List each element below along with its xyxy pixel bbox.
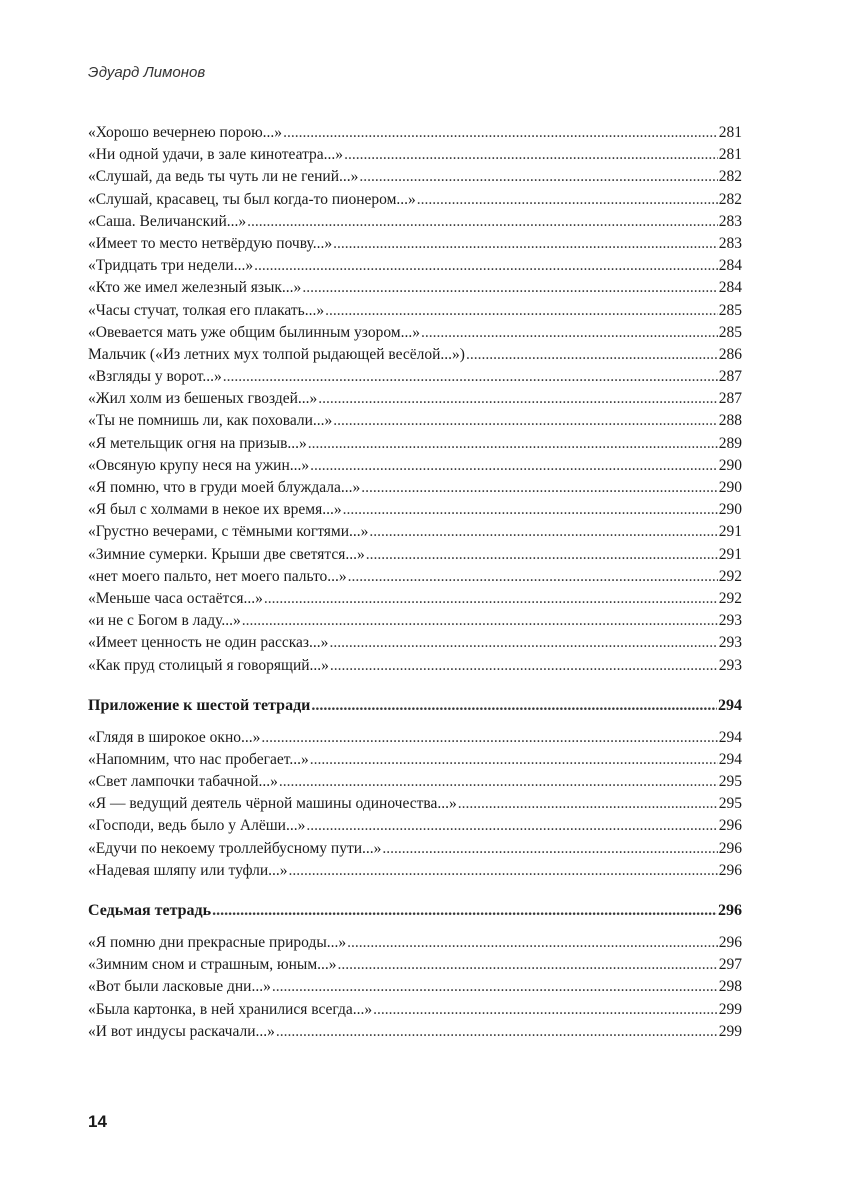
toc-entry	[88, 388, 742, 410]
dot-leader	[264, 588, 718, 610]
toc-entry	[88, 544, 742, 566]
entry-title: «И вот индусы раскачали...»	[88, 1022, 275, 1040]
dot-leader	[369, 521, 717, 543]
dot-leader	[311, 693, 717, 719]
toc-entry	[88, 277, 742, 299]
dot-leader	[289, 860, 718, 882]
dot-leader	[330, 655, 718, 677]
dot-leader	[310, 749, 718, 771]
entry-title: «Я метельщик огня на призыв...»	[88, 434, 307, 452]
toc-group-2	[88, 727, 742, 882]
dot-leader	[347, 932, 718, 954]
toc-entry	[88, 976, 742, 998]
dot-leader	[329, 632, 717, 654]
entry-page-number: 293	[718, 612, 742, 630]
toc-entry	[88, 838, 742, 860]
entry-page-number: 295	[718, 773, 742, 791]
entry-title: «Овевается мать уже общим былинным узором...»	[88, 323, 420, 341]
entry-page-number: 284	[718, 279, 742, 297]
dot-leader	[333, 233, 718, 255]
entry-page-number: 282	[718, 168, 742, 186]
entry-title: «Я помню, что в груди моей блуждала...»	[88, 479, 361, 496]
dot-leader	[247, 211, 718, 233]
dot-leader	[254, 255, 718, 277]
toc-entry	[88, 499, 742, 521]
entry-page-number: 299	[718, 1000, 742, 1018]
dot-leader	[261, 727, 717, 749]
heading-page-number: 294	[718, 696, 742, 714]
dot-leader	[318, 388, 717, 410]
toc-entry	[88, 122, 742, 144]
entry-page-number: 287	[718, 390, 742, 408]
toc-entry	[88, 610, 742, 632]
dot-leader	[359, 166, 717, 188]
entry-page-number: 287	[718, 368, 742, 386]
dot-leader	[366, 544, 718, 566]
dot-leader	[272, 976, 718, 998]
entry-page-number: 292	[718, 589, 742, 607]
dot-leader	[421, 322, 718, 344]
dot-leader	[348, 566, 718, 588]
entry-title: Мальчик («Из летних мух толпой рыдающей весёлой...»)	[88, 345, 465, 363]
heading-title: Седьмая тетрадь	[88, 902, 212, 919]
spacer	[88, 924, 742, 932]
toc-entry	[88, 300, 742, 322]
toc-entry	[88, 1021, 742, 1043]
dot-leader	[361, 477, 718, 499]
entry-page-number: 290	[718, 501, 742, 519]
entry-title: «Слушай, да ведь ты чуть ли не гений...»	[88, 168, 359, 186]
toc-group-3	[88, 932, 742, 1043]
entry-page-number: 295	[718, 795, 742, 813]
toc-entry	[88, 566, 742, 588]
entry-title: «Саша. Величанский...»	[88, 212, 247, 230]
dot-leader	[325, 300, 718, 322]
entry-title: «Имеет то место нетвёрдую почву...»	[88, 234, 333, 252]
toc-entry	[88, 749, 742, 771]
entry-page-number: 296	[718, 861, 742, 879]
toc-entry	[88, 793, 742, 815]
entry-page-number: 296	[718, 934, 742, 951]
toc-entry	[88, 144, 742, 166]
toc-entry	[88, 771, 742, 793]
toc-entry	[88, 655, 742, 677]
entry-page-number: 297	[718, 956, 742, 974]
entry-page-number: 285	[718, 323, 742, 341]
entry-title: «нет моего пальто, нет моего пальто...»	[88, 567, 347, 585]
toc-entry	[88, 433, 742, 455]
entry-title: «и не с Богом в ладу...»	[88, 612, 241, 630]
toc-entry	[88, 815, 742, 837]
entry-title: «Овсяную крупу неся на ужин...»	[88, 456, 310, 474]
toc-group-1	[88, 122, 742, 677]
toc-entry	[88, 999, 742, 1021]
entry-title: «Ни одной удачи, в зале кинотеатра...»	[88, 146, 344, 164]
entry-title: «Напомним, что нас пробегает...»	[88, 750, 309, 768]
entry-page-number: 285	[718, 301, 742, 319]
entry-page-number: 293	[718, 656, 742, 674]
toc-heading-seventh-notebook	[88, 898, 742, 924]
running-head: Эдуард Лимонов	[88, 64, 206, 81]
entry-page-number: 291	[718, 523, 742, 541]
entry-title: «Часы стучат, толкая его плакать...»	[88, 301, 325, 319]
entry-title: «Как пруд столицый я говорящий...»	[88, 656, 329, 674]
entry-title: «Господи, ведь было у Алёши...»	[88, 817, 306, 835]
toc-entry	[88, 211, 742, 233]
dot-leader	[338, 954, 718, 976]
table-of-contents	[88, 122, 742, 1043]
toc-heading-appendix-sixth-notebook	[88, 693, 742, 719]
toc-entry	[88, 166, 742, 188]
toc-entry	[88, 189, 742, 211]
dot-leader	[333, 410, 717, 432]
heading-title: Приложение к шестой тетради	[88, 696, 311, 714]
entry-page-number: 281	[718, 124, 742, 141]
page-number: 14	[88, 1112, 107, 1131]
dot-leader	[306, 815, 717, 837]
entry-title: «Была картонка, в ней хранилися всегда...»	[88, 1000, 373, 1018]
toc-entry	[88, 932, 742, 954]
toc-entry	[88, 322, 742, 344]
entry-page-number: 283	[718, 234, 742, 252]
entry-page-number: 292	[718, 567, 742, 585]
entry-title: «Вот были ласковые дни...»	[88, 978, 271, 996]
toc-entry	[88, 344, 742, 366]
toc-entry	[88, 521, 742, 543]
dot-leader	[310, 455, 718, 477]
dot-leader	[417, 189, 718, 211]
entry-page-number: 288	[718, 412, 742, 430]
entry-page-number: 298	[718, 978, 742, 996]
entry-title: «Свет лампочки табачной...»	[88, 773, 278, 791]
entry-title: «Я помню дни прекрасные природы...»	[88, 934, 347, 951]
dot-leader	[466, 344, 718, 366]
toc-entry	[88, 255, 742, 277]
dot-leader	[279, 771, 718, 793]
entry-title: «Надевая шляпу или туфли...»	[88, 861, 288, 879]
entry-page-number: 284	[718, 257, 742, 275]
entry-page-number: 299	[718, 1022, 742, 1040]
entry-title: «Слушай, красавец, ты был когда-то пионером...»	[88, 190, 416, 208]
toc-entry	[88, 366, 742, 388]
entry-page-number: 289	[718, 434, 742, 452]
entry-page-number: 290	[718, 456, 742, 474]
toc-entry	[88, 477, 742, 499]
entry-title: «Зимним сном и страшным, юным...»	[88, 956, 337, 974]
toc-entry	[88, 588, 742, 610]
entry-page-number: 293	[718, 634, 742, 652]
dot-leader	[382, 838, 717, 860]
dot-leader	[308, 433, 718, 455]
spacer	[88, 719, 742, 727]
spacer	[88, 882, 742, 898]
toc-entry	[88, 233, 742, 255]
entry-page-number: 291	[718, 545, 742, 563]
entry-page-number: 290	[718, 479, 742, 496]
entry-title: «Грустно вечерами, с тёмными когтями...»	[88, 523, 369, 541]
entry-title: «Я был с холмами в некое их время...»	[88, 501, 342, 519]
entry-page-number: 283	[718, 212, 742, 230]
dot-leader	[242, 610, 718, 632]
entry-page-number: 296	[718, 839, 742, 857]
dot-leader	[343, 499, 718, 521]
toc-entry	[88, 410, 742, 432]
dot-leader	[302, 277, 717, 299]
entry-title: «Глядя в широкое окно...»	[88, 728, 261, 746]
entry-title: «Взгляды у ворот...»	[88, 368, 222, 386]
dot-leader	[276, 1021, 718, 1043]
entry-title: «Кто же имел железный язык...»	[88, 279, 302, 297]
entry-title: «Меньше часа остаётся...»	[88, 589, 263, 607]
entry-title: «Жил холм из бешеных гвоздей...»	[88, 390, 318, 408]
entry-page-number: 281	[718, 146, 742, 164]
toc-entry	[88, 860, 742, 882]
heading-page-number: 296	[718, 902, 742, 919]
entry-page-number: 282	[718, 190, 742, 208]
dot-leader	[458, 793, 718, 815]
toc-entry	[88, 954, 742, 976]
entry-page-number: 294	[718, 728, 742, 746]
entry-title: «Тридцать три недели...»	[88, 257, 254, 275]
dot-leader	[283, 122, 718, 144]
dot-leader	[344, 144, 718, 166]
entry-title: «Имеет ценность не один рассказ...»	[88, 634, 329, 652]
toc-entry	[88, 455, 742, 477]
toc-entry	[88, 727, 742, 749]
entry-title: «Я — ведущий деятель чёрной машины одиночества...»	[88, 795, 457, 813]
toc-entry	[88, 632, 742, 654]
entry-page-number: 296	[718, 817, 742, 835]
dot-leader	[223, 366, 718, 388]
entry-page-number: 286	[718, 345, 742, 363]
entry-title: «Ты не помнишь ли, как поховали...»	[88, 412, 333, 430]
entry-page-number: 294	[718, 750, 742, 768]
entry-title: «Хорошо вечернею порою...»	[88, 124, 283, 141]
dot-leader	[373, 999, 718, 1021]
dot-leader	[212, 898, 717, 924]
entry-title: «Зимние сумерки. Крыши две светятся...»	[88, 545, 365, 563]
entry-title: «Едучи по некоему троллейбусному пути...»	[88, 839, 382, 857]
spacer	[88, 677, 742, 693]
